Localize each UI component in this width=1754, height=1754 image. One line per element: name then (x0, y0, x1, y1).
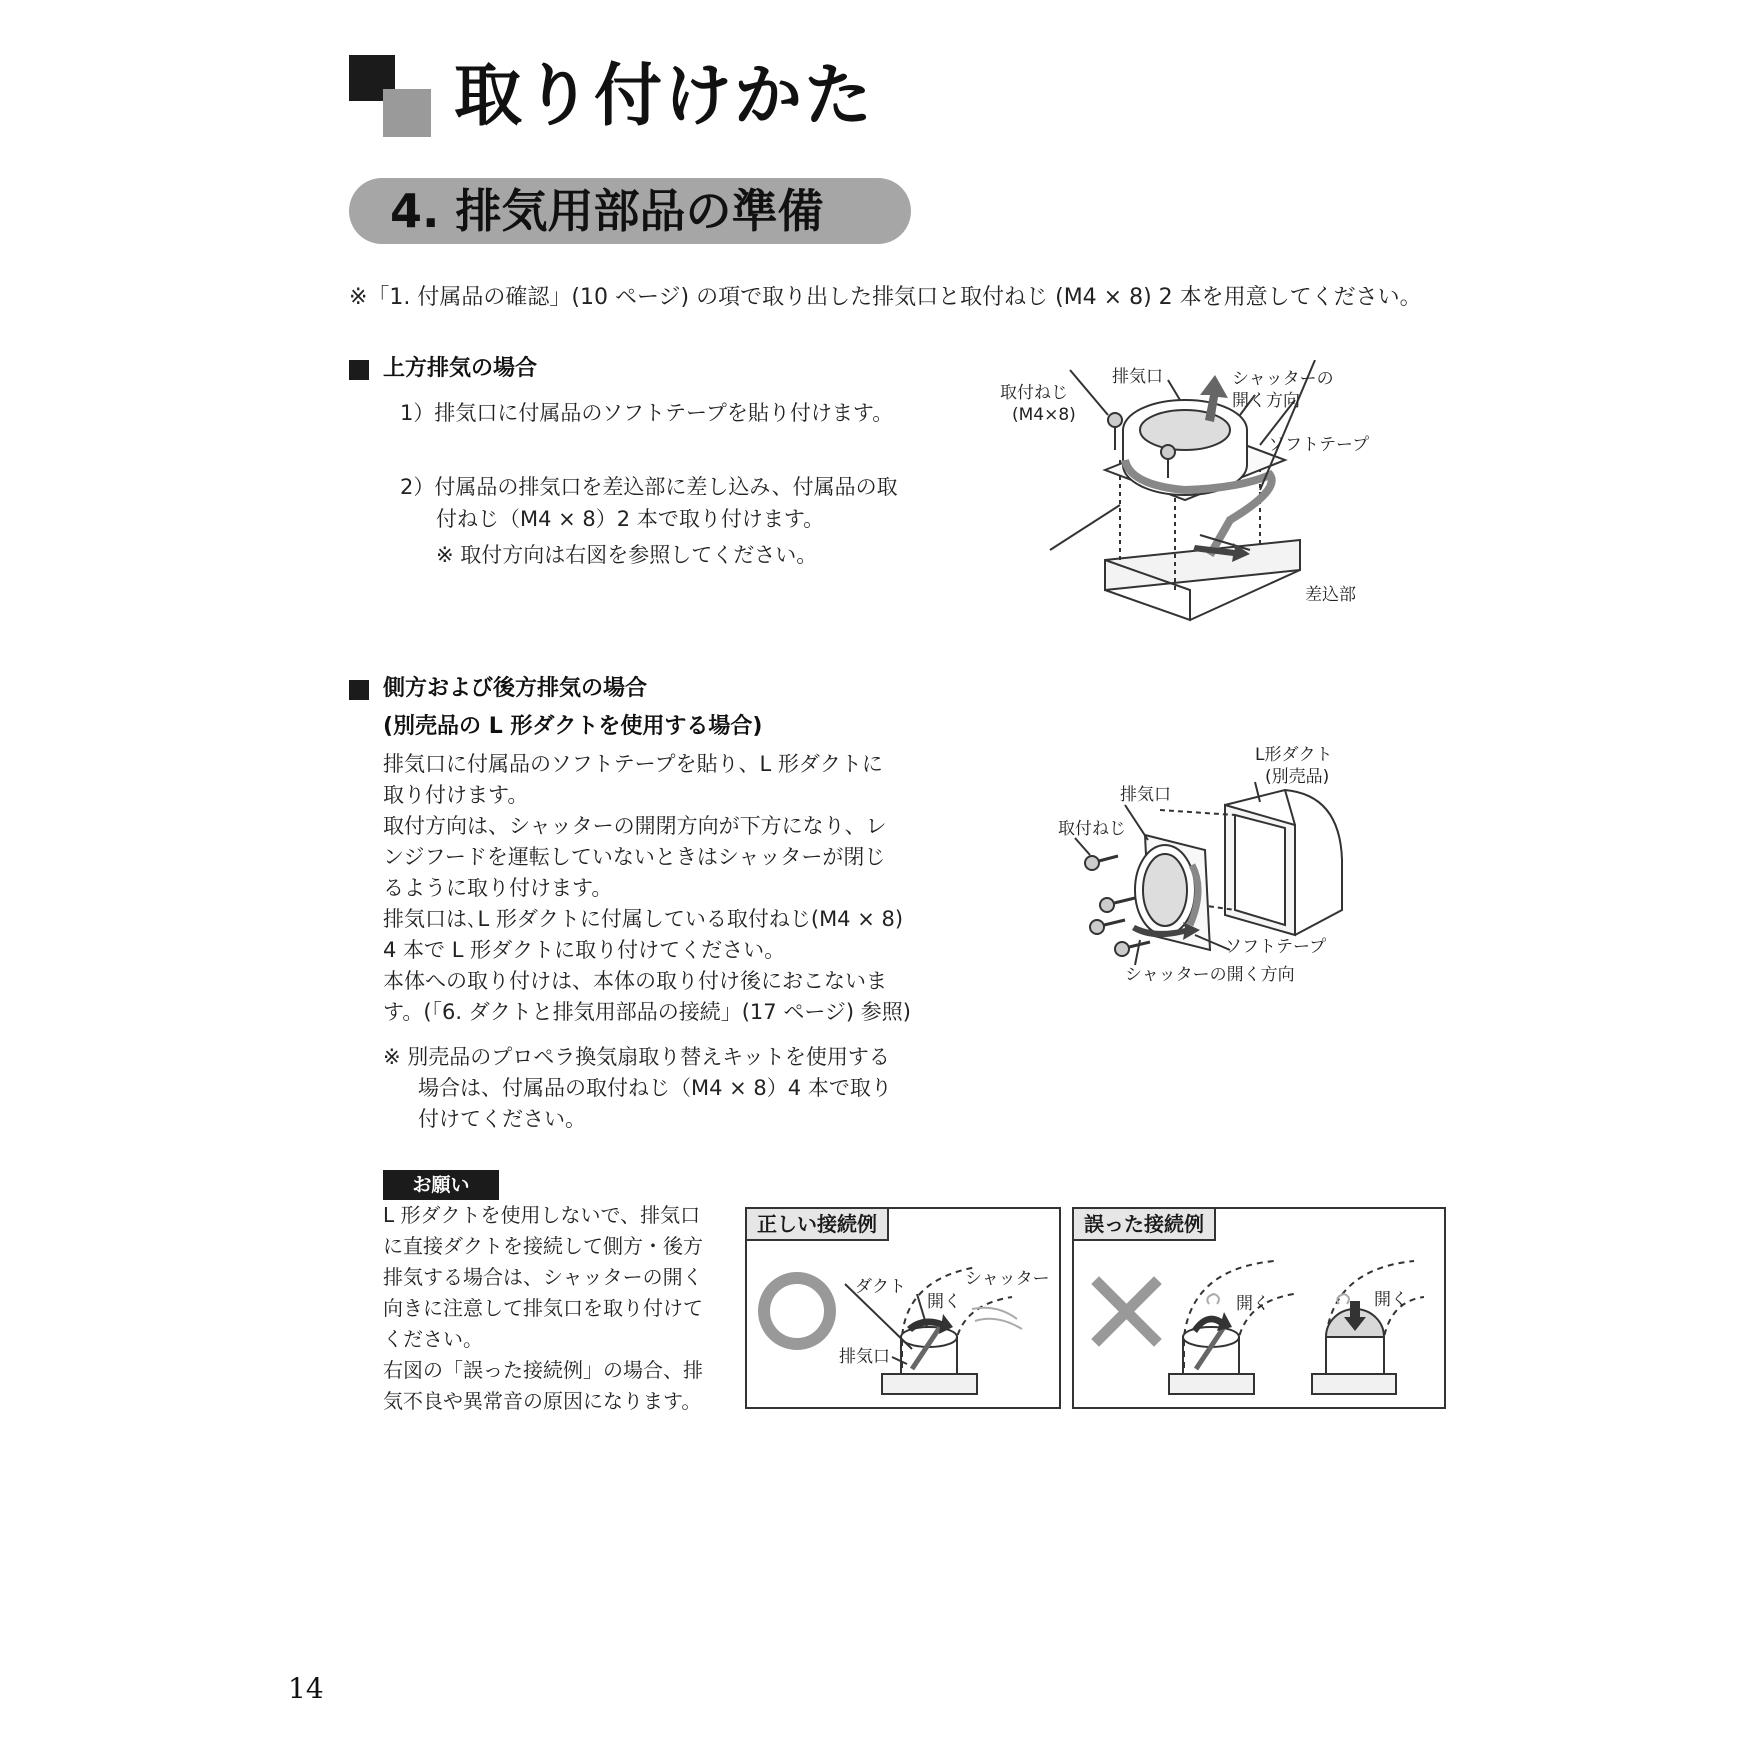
fig2-outlet-label: 排気口 (1120, 785, 1171, 805)
request-line-4: 向きに注意して排気口を取り付けて (383, 1296, 703, 1320)
correct-open-label: 開く (927, 1292, 961, 1312)
fig2-screw-label: 取付ねじ (1058, 819, 1126, 839)
correct-outlet-label: 排気口 (839, 1347, 890, 1367)
upward-exhaust-diagram (1000, 360, 1390, 640)
header-square-gray (383, 89, 431, 137)
side-line-3: 取付方向は、シャッターの開閉方向が下方になり、レ (383, 814, 887, 838)
wrong-mark-icon (1099, 1284, 1154, 1339)
fig1-tape-label: ソフトテープ (1268, 435, 1370, 455)
side-note-line-2: 場合は、付属品の取付ねじ（M4 × 8）4 本で取り (418, 1076, 892, 1100)
l-duct-diagram (1040, 740, 1360, 1000)
request-line-6: 右図の「誤った接続例」の場合、排 (383, 1358, 703, 1382)
page-number: 14 (288, 1672, 324, 1705)
wrong-open-label-2: 開く (1374, 1290, 1408, 1310)
section-title: 4. 排気用部品の準備 (390, 184, 824, 238)
upward-step2-line2: 付ねじ（M4 × 8）2 本で取り付けます。 (436, 507, 825, 531)
page-title: 取り付けかた (454, 57, 875, 136)
fig1-shutter-label-2: 開く方向 (1232, 391, 1300, 411)
fig1-insert-label: 差込部 (1305, 585, 1356, 605)
correct-duct-label: ダクト (855, 1277, 906, 1297)
intro-note: ※「1. 付属品の確認」(10 ページ) の項で取り出した排気口と取付ねじ (M4 × 8) 2 本を用意してください。 (349, 285, 1422, 310)
wrong-example-title: 誤った接続例 (1074, 1209, 1216, 1241)
fig1-outlet-label: 排気口 (1112, 367, 1163, 387)
fig2-duct-label-1: L形ダクト (1255, 745, 1333, 765)
side-line-2: 取り付けます。 (383, 783, 529, 807)
upward-step2-note: ※ 取付方向は右図を参照してください。 (436, 543, 818, 567)
correct-example-title: 正しい接続例 (747, 1209, 889, 1241)
side-line-7: 4 本で L 形ダクトに取り付けてください。 (383, 938, 786, 962)
fig1-shutter-label-1: シャッターの (1232, 369, 1334, 389)
request-line-5: ください。 (383, 1327, 483, 1351)
side-note-line-1: ※ 別売品のプロペラ換気扇取り替えキットを使用する (383, 1045, 890, 1069)
side-note-line-3: 付けてください。 (418, 1107, 586, 1131)
wrong-example-box (1072, 1207, 1446, 1409)
side-line-4: ンジフードを運転していないときはシャッターが閉じ (383, 845, 886, 869)
side-line-9: す。(「6. ダクトと排気用部品の接続」(17 ページ) 参照) (383, 1000, 911, 1024)
wrong-open-label-1: 開く (1236, 1294, 1270, 1314)
wrong-example-diagram (1074, 1209, 1444, 1407)
fig2-duct-label-2: (別売品) (1265, 767, 1330, 787)
request-line-3: 排気する場合は、シャッターの開く (383, 1265, 703, 1289)
fig1-screw-label-2: (M4×8) (1012, 405, 1076, 425)
upward-heading: 上方排気の場合 (383, 356, 538, 381)
request-line-1: L 形ダクトを使用しないで、排気口 (383, 1203, 701, 1227)
side-line-6: 排気口は､L 形ダクトに付属している取付ねじ(M4 × 8) (383, 907, 904, 931)
upward-step1: 1）排気口に付属品のソフトテープを貼り付けます。 (400, 401, 894, 425)
side-subheading: (別売品の L 形ダクトを使用する場合) (383, 714, 763, 739)
side-line-1: 排気口に付属品のソフトテープを貼り、L 形ダクトに (383, 752, 883, 776)
bullet-square-icon (349, 680, 369, 700)
side-heading: 側方および後方排気の場合 (383, 676, 648, 701)
upward-step2-line1: 2）付属品の排気口を差込部に差し込み、付属品の取 (400, 475, 898, 499)
fig1-screw-label-1: 取付ねじ (1000, 383, 1068, 403)
side-line-8: 本体への取り付けは、本体の取り付け後におこないま (383, 969, 887, 993)
side-line-5: るように取り付けます。 (383, 876, 613, 900)
correct-example-box (745, 1207, 1061, 1409)
bullet-square-icon (349, 360, 369, 380)
correct-shutter-label: シャッター (965, 1269, 1050, 1289)
fig2-tape-label: ソフトテープ (1225, 937, 1327, 957)
request-line-2: に直接ダクトを接続して側方・後方 (383, 1234, 703, 1258)
fig2-shutter-dir-label: シャッターの開く方向 (1125, 965, 1295, 985)
correct-mark-icon (764, 1278, 830, 1344)
request-line-7: 気不良や異常音の原因になります。 (383, 1389, 702, 1413)
correct-example-diagram (747, 1209, 1059, 1407)
request-badge: お願い (383, 1170, 499, 1200)
